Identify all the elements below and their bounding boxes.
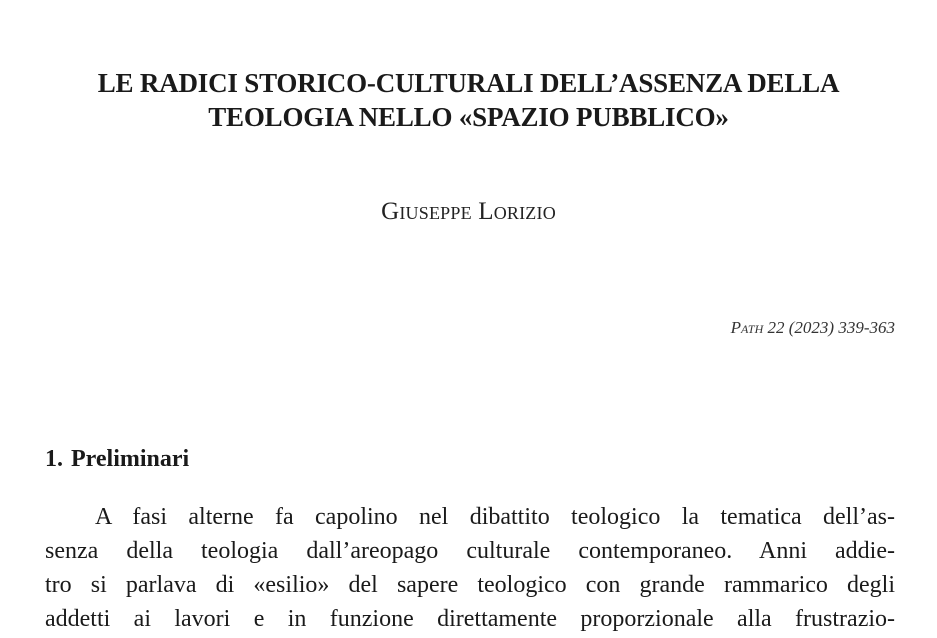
paragraph-line-2: senza della teologia dall’areopago culturale contemporaneo. Anni addie- [45,538,895,564]
body-paragraph [45,500,895,636]
article-title-line-2: TEOLOGIA NELLO «SPAZIO PUBBLICO» [208,102,729,132]
author-name: Giuseppe Lorizio [381,198,556,225]
paragraph-line-1: A fasi alterne fa capolino nel dibattito teologico la tematica dell’as- [95,504,895,530]
paragraph-line-4: addetti ai lavori e in funzione direttamente proporzionale alla frustrazio- [45,606,895,632]
article-title-line-1: LE RADICI STORICO-CULTURALI DELL’ASSENZA DELLA [97,68,840,98]
section-number: 1. [45,446,63,472]
journal-citation [731,318,895,338]
section-title: Preliminari [71,446,190,472]
journal-details: 22 (2023) 339-363 [767,318,895,337]
section-heading [45,446,189,473]
journal-name: Path [730,318,764,337]
article-title [0,66,937,134]
paragraph-line-3: tro si parlava di «esilio» del sapere teologico con grande rammarico degli [45,572,895,598]
